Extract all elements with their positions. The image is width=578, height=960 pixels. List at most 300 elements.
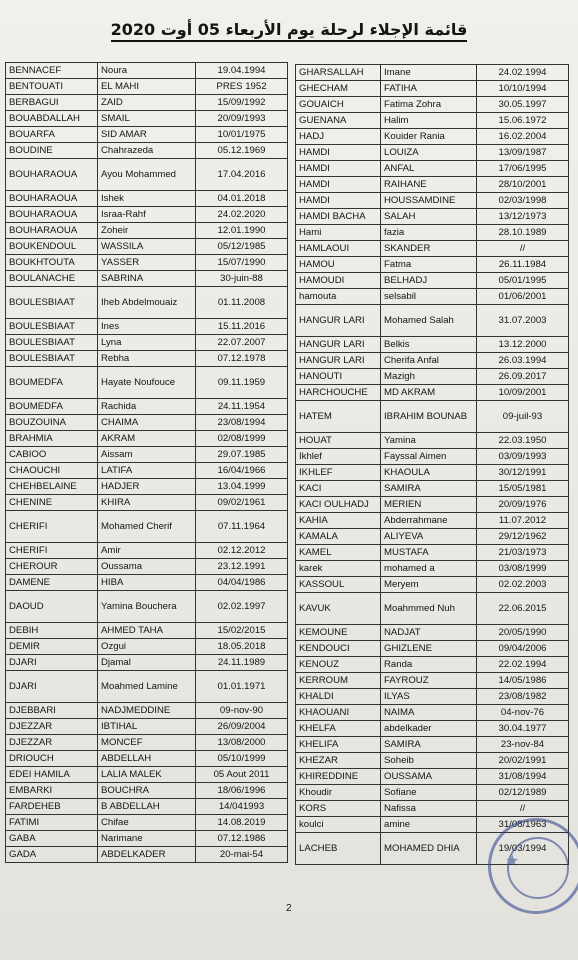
surname-cell: HAMLAOUI: [296, 241, 381, 257]
table-row: [296, 721, 569, 737]
table-row: [296, 657, 569, 673]
surname-cell: CABIOO: [6, 447, 98, 463]
birth-date-cell: 14/05/1986: [477, 673, 569, 689]
first-name-cell: AKRAM: [98, 431, 196, 447]
first-name-cell: KHIRA: [98, 495, 196, 511]
surname-cell: KHELFA: [296, 721, 381, 737]
first-name-cell: ANFAL: [381, 161, 477, 177]
table-row: [6, 223, 288, 239]
birth-date-cell: 05/01/1995: [477, 273, 569, 289]
table-row: [296, 625, 569, 641]
first-name-cell: Nafissa: [381, 801, 477, 817]
table-row: [6, 191, 288, 207]
first-name-cell: Belkis: [381, 337, 477, 353]
table-row: [296, 737, 569, 753]
birth-date-cell: 24.11.1954: [196, 399, 288, 415]
table-row: [296, 513, 569, 529]
first-name-cell: AHMED TAHA: [98, 623, 196, 639]
birth-date-cell: 09.11.1959: [196, 367, 288, 399]
birth-date-cell: 07.11.1964: [196, 511, 288, 543]
first-name-cell: Ishek: [98, 191, 196, 207]
table-row: [6, 495, 288, 511]
surname-cell: FATIMI: [6, 815, 98, 831]
birth-date-cell: 24.02.1994: [477, 65, 569, 81]
surname-cell: CHERIFI: [6, 543, 98, 559]
table-row: [296, 497, 569, 513]
first-name-cell: Mohamed Salah: [381, 305, 477, 337]
first-name-cell: MUSTAFA: [381, 545, 477, 561]
birth-date-cell: 30.05.1997: [477, 97, 569, 113]
first-name-cell: Cherifa Anfal: [381, 353, 477, 369]
star-icon: ★: [505, 851, 520, 870]
birth-date-cell: 02/12/1989: [477, 785, 569, 801]
official-stamp: [488, 818, 578, 914]
surname-cell: BOUHARAOUA: [6, 191, 98, 207]
table-row: [296, 481, 569, 497]
surname-cell: hamouta: [296, 289, 381, 305]
surname-cell: KAMALA: [296, 529, 381, 545]
surname-cell: BENNACEF: [6, 63, 98, 79]
surname-cell: HATEM: [296, 401, 381, 433]
surname-cell: DEBIH: [6, 623, 98, 639]
surname-cell: HARCHOUCHE: [296, 385, 381, 401]
first-name-cell: ZAID: [98, 95, 196, 111]
birth-date-cell: 20/09/1976: [477, 497, 569, 513]
surname-cell: BOUARFA: [6, 127, 98, 143]
birth-date-cell: 29/12/1962: [477, 529, 569, 545]
first-name-cell: Chifae: [98, 815, 196, 831]
first-name-cell: HIBA: [98, 575, 196, 591]
table-row: [6, 591, 288, 623]
table-row: [296, 593, 569, 625]
first-name-cell: ILYAS: [381, 689, 477, 705]
first-name-cell: Moahmmed Nuh: [381, 593, 477, 625]
first-name-cell: MONCEF: [98, 735, 196, 751]
birth-date-cell: 04.01.2018: [196, 191, 288, 207]
birth-date-cell: 16/04/1966: [196, 463, 288, 479]
table-row: [6, 655, 288, 671]
first-name-cell: OUSSAMA: [381, 769, 477, 785]
birth-date-cell: 23.12.1991: [196, 559, 288, 575]
surname-cell: IKHLEF: [296, 465, 381, 481]
table-row: [296, 529, 569, 545]
table-row: [6, 95, 288, 111]
birth-date-cell: 10/10/1994: [477, 81, 569, 97]
first-name-cell: FAYROUZ: [381, 673, 477, 689]
surname-cell: HANGUR LARI: [296, 305, 381, 337]
first-name-cell: ABDELLAH: [98, 751, 196, 767]
surname-cell: HANGUR LARI: [296, 337, 381, 353]
table-row: [6, 719, 288, 735]
birth-date-cell: 31.07.2003: [477, 305, 569, 337]
first-name-cell: Israa-Rahf: [98, 207, 196, 223]
birth-date-cell: 15.11.2016: [196, 319, 288, 335]
first-name-cell: LATIFA: [98, 463, 196, 479]
birth-date-cell: 10/01/1975: [196, 127, 288, 143]
birth-date-cell: 19/03/1994: [477, 833, 569, 865]
table-row: [296, 449, 569, 465]
table-row: [296, 337, 569, 353]
table-row: [296, 785, 569, 801]
surname-cell: KHALDI: [296, 689, 381, 705]
surname-cell: BOULESBIAAT: [6, 335, 98, 351]
table-row: [296, 353, 569, 369]
surname-cell: DJARI: [6, 655, 98, 671]
surname-cell: HAMDI: [296, 161, 381, 177]
table-row: [6, 431, 288, 447]
table-row: [6, 735, 288, 751]
surname-cell: BOULESBIAAT: [6, 351, 98, 367]
birth-date-cell: 23/08/1982: [477, 689, 569, 705]
birth-date-cell: 18/06/1996: [196, 783, 288, 799]
birth-date-cell: 24.11.1989: [196, 655, 288, 671]
table-row: [296, 705, 569, 721]
table-row: [296, 225, 569, 241]
surname-cell: BOUKENDOUL: [6, 239, 98, 255]
first-name-cell: Moahmed Lamine: [98, 671, 196, 703]
surname-cell: HAMDI BACHA: [296, 209, 381, 225]
first-name-cell: RAIHANE: [381, 177, 477, 193]
birth-date-cell: 20/05/1990: [477, 625, 569, 641]
table-row: [6, 351, 288, 367]
table-row: [6, 479, 288, 495]
first-name-cell: Kouider Rania: [381, 129, 477, 145]
surname-cell: CHAOUCHI: [6, 463, 98, 479]
first-name-cell: amine: [381, 817, 477, 833]
surname-cell: EMBARKI: [6, 783, 98, 799]
surname-cell: DEMIR: [6, 639, 98, 655]
first-name-cell: fazia: [381, 225, 477, 241]
first-name-cell: ABDELKADER: [98, 847, 196, 863]
table-row: [6, 463, 288, 479]
table-row: [6, 159, 288, 191]
surname-cell: DJEBBARI: [6, 703, 98, 719]
birth-date-cell: 22.07.2007: [196, 335, 288, 351]
surname-cell: BENTOUATI: [6, 79, 98, 95]
surname-cell: HAMOU: [296, 257, 381, 273]
table-row: [6, 447, 288, 463]
birth-date-cell: 10/09/2001: [477, 385, 569, 401]
birth-date-cell: 01/06/2001: [477, 289, 569, 305]
birth-date-cell: 03/09/1993: [477, 449, 569, 465]
table-row: [6, 623, 288, 639]
surname-cell: GOUAICH: [296, 97, 381, 113]
birth-date-cell: 13/08/2000: [196, 735, 288, 751]
table-row: [296, 369, 569, 385]
table-row: [296, 65, 569, 81]
birth-date-cell: 23-nov-84: [477, 737, 569, 753]
first-name-cell: NADJMEDDINE: [98, 703, 196, 719]
first-name-cell: Amir: [98, 543, 196, 559]
surname-cell: BERBAGUI: [6, 95, 98, 111]
first-name-cell: NAIMA: [381, 705, 477, 721]
surname-cell: BOULESBIAAT: [6, 319, 98, 335]
first-name-cell: B ABDELLAH: [98, 799, 196, 815]
birth-date-cell: 15/07/1990: [196, 255, 288, 271]
surname-cell: BOUMEDFA: [6, 399, 98, 415]
table-row: [6, 767, 288, 783]
first-name-cell: GHIZLENE: [381, 641, 477, 657]
birth-date-cell: //: [477, 801, 569, 817]
surname-cell: KEMOUNE: [296, 625, 381, 641]
table-row: [6, 319, 288, 335]
birth-date-cell: 09/04/2006: [477, 641, 569, 657]
birth-date-cell: 23/08/1994: [196, 415, 288, 431]
surname-cell: KHEZAR: [296, 753, 381, 769]
first-name-cell: BELHADJ: [381, 273, 477, 289]
surname-cell: koulci: [296, 817, 381, 833]
surname-cell: CHEROUR: [6, 559, 98, 575]
table-row: [296, 577, 569, 593]
birth-date-cell: 05/10/1999: [196, 751, 288, 767]
surname-cell: KHELIFA: [296, 737, 381, 753]
first-name-cell: LALIA MALEK: [98, 767, 196, 783]
birth-date-cell: //: [477, 241, 569, 257]
first-name-cell: ALIYEVA: [381, 529, 477, 545]
table-row: [6, 511, 288, 543]
first-name-cell: MERIEN: [381, 497, 477, 513]
surname-cell: KORS: [296, 801, 381, 817]
table-row: [296, 385, 569, 401]
birth-date-cell: 05 Aout 2011: [196, 767, 288, 783]
first-name-cell: NADJAT: [381, 625, 477, 641]
first-name-cell: Rebha: [98, 351, 196, 367]
first-name-cell: BOUCHRA: [98, 783, 196, 799]
table-row: [6, 207, 288, 223]
birth-date-cell: 01.01.1971: [196, 671, 288, 703]
first-name-cell: Aissam: [98, 447, 196, 463]
table-row: [6, 415, 288, 431]
birth-date-cell: 09-nov-90: [196, 703, 288, 719]
surname-cell: HAMDI: [296, 145, 381, 161]
passenger-table-left: [5, 62, 288, 863]
table-row: [296, 465, 569, 481]
surname-cell: HAMDI: [296, 177, 381, 193]
table-row: [296, 129, 569, 145]
birth-date-cell: 18.05.2018: [196, 639, 288, 655]
surname-cell: HAMOUDI: [296, 273, 381, 289]
surname-cell: BOUZOUINA: [6, 415, 98, 431]
birth-date-cell: 15.06.1972: [477, 113, 569, 129]
table-row: [296, 209, 569, 225]
first-name-cell: Djamal: [98, 655, 196, 671]
surname-cell: KAVUK: [296, 593, 381, 625]
first-name-cell: LOUIZA: [381, 145, 477, 161]
surname-cell: HADJ: [296, 129, 381, 145]
birth-date-cell: 26.09.2017: [477, 369, 569, 385]
birth-date-cell: PRES 1952: [196, 79, 288, 95]
table-row: [296, 401, 569, 433]
surname-cell: GABA: [6, 831, 98, 847]
birth-date-cell: 30/12/1991: [477, 465, 569, 481]
table-row: [6, 79, 288, 95]
table-row: [6, 335, 288, 351]
first-name-cell: HOUSSAMDINE: [381, 193, 477, 209]
first-name-cell: WASSILA: [98, 239, 196, 255]
first-name-cell: Randa: [381, 657, 477, 673]
birth-date-cell: 29.07.1985: [196, 447, 288, 463]
birth-date-cell: 28.10.1989: [477, 225, 569, 241]
table-row: [296, 641, 569, 657]
birth-date-cell: 31/08/1994: [477, 769, 569, 785]
table-row: [296, 241, 569, 257]
table-row: [6, 847, 288, 863]
birth-date-cell: 09/02/1961: [196, 495, 288, 511]
surname-cell: KAMEL: [296, 545, 381, 561]
first-name-cell: selsabil: [381, 289, 477, 305]
surname-cell: KACI: [296, 481, 381, 497]
birth-date-cell: 17/06/1995: [477, 161, 569, 177]
surname-cell: BOUABDALLAH: [6, 111, 98, 127]
surname-cell: HANGUR LARI: [296, 353, 381, 369]
table-row: [296, 193, 569, 209]
first-name-cell: Ines: [98, 319, 196, 335]
birth-date-cell: 02.12.2012: [196, 543, 288, 559]
first-name-cell: Halim: [381, 113, 477, 129]
birth-date-cell: 03/08/1999: [477, 561, 569, 577]
birth-date-cell: 04-nov-76: [477, 705, 569, 721]
first-name-cell: Soheib: [381, 753, 477, 769]
first-name-cell: mohamed a: [381, 561, 477, 577]
table-row: [296, 673, 569, 689]
first-name-cell: abdelkader: [381, 721, 477, 737]
table-row: [6, 639, 288, 655]
table-row: [296, 305, 569, 337]
birth-date-cell: 02/08/1999: [196, 431, 288, 447]
birth-date-cell: 12.01.1990: [196, 223, 288, 239]
birth-date-cell: 19.04.1994: [196, 63, 288, 79]
birth-date-cell: 15/05/1981: [477, 481, 569, 497]
birth-date-cell: 02.02.1997: [196, 591, 288, 623]
first-name-cell: YASSER: [98, 255, 196, 271]
table-row: [6, 287, 288, 319]
first-name-cell: FATIHA: [381, 81, 477, 97]
passenger-table-right: [295, 64, 569, 865]
first-name-cell: SID AMAR: [98, 127, 196, 143]
surname-cell: BOUMEDFA: [6, 367, 98, 399]
first-name-cell: Oussama: [98, 559, 196, 575]
table-row: [296, 145, 569, 161]
birth-date-cell: 20-mai-54: [196, 847, 288, 863]
table-row: [6, 799, 288, 815]
first-name-cell: SAMIRA: [381, 737, 477, 753]
surname-cell: HAMDI: [296, 193, 381, 209]
birth-date-cell: 04/04/1986: [196, 575, 288, 591]
first-name-cell: SKANDER: [381, 241, 477, 257]
table-row: [296, 273, 569, 289]
table-row: [6, 703, 288, 719]
birth-date-cell: 09-juil-93: [477, 401, 569, 433]
table-row: [296, 97, 569, 113]
first-name-cell: Sofiane: [381, 785, 477, 801]
first-name-cell: HADJER: [98, 479, 196, 495]
first-name-cell: Yamina: [381, 433, 477, 449]
surname-cell: BOUDINE: [6, 143, 98, 159]
surname-cell: KASSOUL: [296, 577, 381, 593]
table-row: [6, 831, 288, 847]
surname-cell: BOUHARAOUA: [6, 207, 98, 223]
birth-date-cell: 28/10/2001: [477, 177, 569, 193]
table-row: [6, 367, 288, 399]
birth-date-cell: 02/03/1998: [477, 193, 569, 209]
surname-cell: HOUAT: [296, 433, 381, 449]
first-name-cell: Chahrazeda: [98, 143, 196, 159]
surname-cell: KHIREDDINE: [296, 769, 381, 785]
birth-date-cell: 14.08.2019: [196, 815, 288, 831]
birth-date-cell: 20/09/1993: [196, 111, 288, 127]
table-row: [6, 575, 288, 591]
first-name-cell: Zoheir: [98, 223, 196, 239]
first-name-cell: Abderrahmane: [381, 513, 477, 529]
birth-date-cell: 17.04.2016: [196, 159, 288, 191]
first-name-cell: SAMIRA: [381, 481, 477, 497]
table-row: [296, 177, 569, 193]
table-row: [296, 81, 569, 97]
table-row: [296, 433, 569, 449]
table-row: [6, 255, 288, 271]
surname-cell: DJARI: [6, 671, 98, 703]
surname-cell: BOUHARAOUA: [6, 159, 98, 191]
table-row: [296, 161, 569, 177]
surname-cell: BRAHMIA: [6, 431, 98, 447]
first-name-cell: Imane: [381, 65, 477, 81]
table-row: [6, 111, 288, 127]
table-row: [296, 545, 569, 561]
first-name-cell: MD AKRAM: [381, 385, 477, 401]
table-row: [6, 271, 288, 287]
first-name-cell: MOHAMED DHIA: [381, 833, 477, 865]
birth-date-cell: 26.11.1984: [477, 257, 569, 273]
table-row: [6, 239, 288, 255]
page-title-text: قائمة الإجلاء لرحلة يوم الأربعاء 05 أوت 2020: [111, 20, 468, 42]
surname-cell: DJEZZAR: [6, 735, 98, 751]
birth-date-cell: 15/09/1992: [196, 95, 288, 111]
birth-date-cell: 26.03.1994: [477, 353, 569, 369]
surname-cell: karek: [296, 561, 381, 577]
birth-date-cell: 05.12.1969: [196, 143, 288, 159]
birth-date-cell: 30-juin-88: [196, 271, 288, 287]
table-row: [6, 783, 288, 799]
first-name-cell: Ozgui: [98, 639, 196, 655]
table-row: [6, 63, 288, 79]
surname-cell: KAHIA: [296, 513, 381, 529]
surname-cell: GUENANA: [296, 113, 381, 129]
birth-date-cell: 14/041993: [196, 799, 288, 815]
surname-cell: Ikhlef: [296, 449, 381, 465]
first-name-cell: Rachida: [98, 399, 196, 415]
birth-date-cell: 07.12.1978: [196, 351, 288, 367]
birth-date-cell: 01.11.2008: [196, 287, 288, 319]
birth-date-cell: 13.12.2000: [477, 337, 569, 353]
birth-date-cell: 02.02.2003: [477, 577, 569, 593]
first-name-cell: Fayssal Aimen: [381, 449, 477, 465]
table-row: [296, 689, 569, 705]
first-name-cell: SALAH: [381, 209, 477, 225]
table-row: [6, 543, 288, 559]
table-row: [6, 671, 288, 703]
surname-cell: FARDEHEB: [6, 799, 98, 815]
first-name-cell: Lyna: [98, 335, 196, 351]
table-row: [296, 561, 569, 577]
surname-cell: CHEHBELAINE: [6, 479, 98, 495]
table-row: [296, 769, 569, 785]
table-row: [296, 289, 569, 305]
birth-date-cell: 07.12.1986: [196, 831, 288, 847]
surname-cell: BOULESBIAAT: [6, 287, 98, 319]
surname-cell: BOUHARAOUA: [6, 223, 98, 239]
surname-cell: CHERIFI: [6, 511, 98, 543]
table-row: [6, 751, 288, 767]
